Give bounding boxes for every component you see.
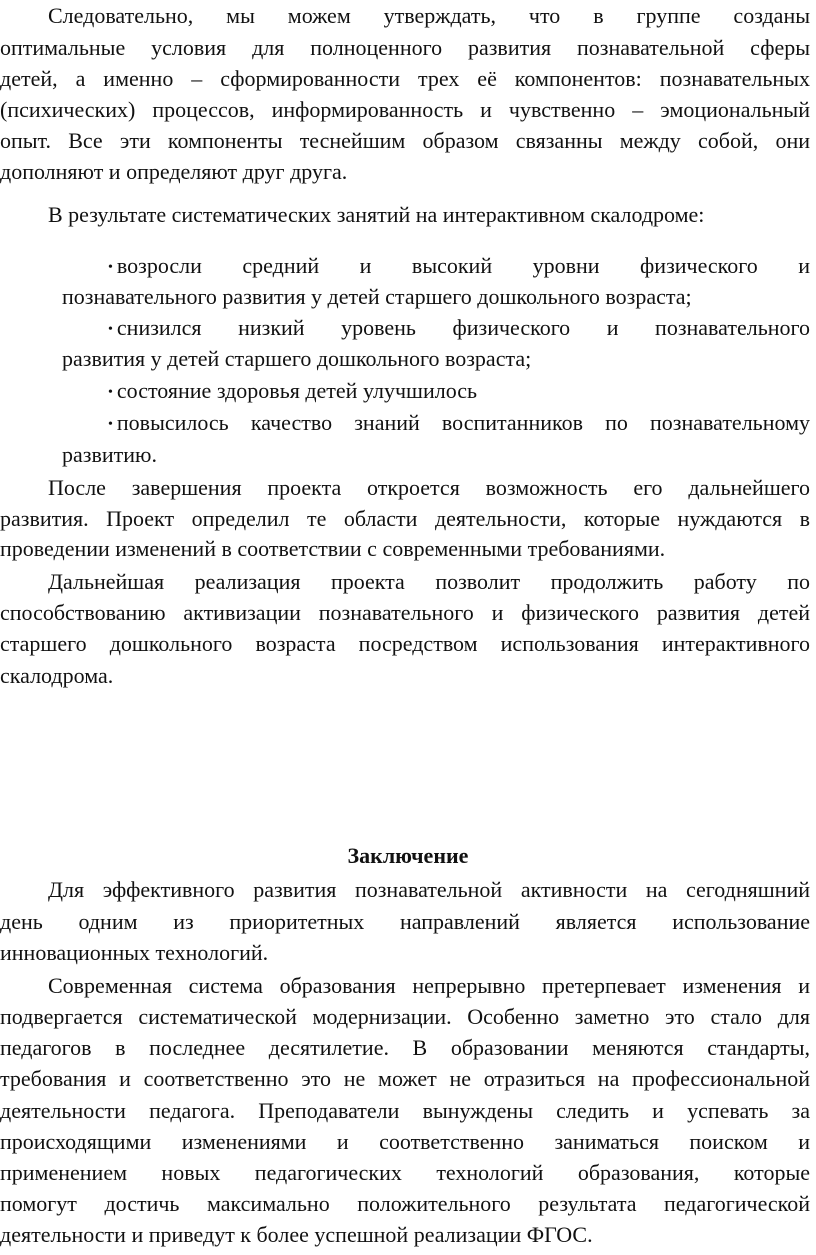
text-line: подвергается систематической модернизации. Особенно заметно это стало для [0, 1004, 810, 1029]
text-line: день одним из приоритетных направлений является использование [0, 909, 810, 934]
text-line: (психических) процессов, информированность и чувственно – эмоциональный [0, 97, 810, 122]
text-line: Дальнейшая реализация проекта позволит продолжить работу по [48, 569, 810, 594]
text-line: оптимальные условия для полноценного развития познавательной сферы [0, 35, 810, 60]
text-line: развития. Проект определил те области деятельности, которые нуждаются в [0, 506, 810, 531]
text-line: педагогов в последнее десятилетие. В образовании меняются стандарты, [0, 1035, 810, 1060]
list-item: • снизился низкий уровень физического и познавательного [108, 315, 810, 341]
text-line: требования и соответственно это не может не отразиться на профессиональной [0, 1066, 810, 1091]
text-line: старшего дошкольного возраста посредством использования интерактивного [0, 631, 810, 656]
text-line: Для эффективного развития познавательной активности на сегодняшний [48, 877, 810, 902]
text-line: детей, а именно – сформированности трех её компонентов: познавательных [0, 66, 810, 91]
text-line: способствованию активизации познавательного и физического развития детей [0, 600, 810, 625]
list-item: • состояние здоровья детей улучшилось [108, 378, 810, 404]
text-line: инновационных технологий. [0, 940, 269, 965]
section-heading: Заключение [347, 843, 469, 868]
text-line: Следовательно, мы можем утверждать, что в группе созданы [48, 3, 810, 28]
text-line: дополняют и определяют друг друга. [0, 159, 348, 184]
text-line: применением новых педагогических технологий образования, которые [0, 1160, 810, 1185]
list-item-continuation: познавательного развития у детей старшего дошкольного возраста; [62, 284, 692, 309]
text-line: Современная система образования непрерывно претерпевает изменения и [48, 973, 810, 998]
text-line: происходящими изменениями и соответственно заниматься поиском и [0, 1129, 810, 1154]
text-line: опыт. Все эти компоненты теснейшим образом связанны между собой, они [0, 128, 810, 153]
list-item: • возросли средний и высокий уровни физического и [108, 253, 810, 279]
text-line: деятельности педагога. Преподаватели вынуждены следить и успевать за [0, 1098, 810, 1123]
text-line: помогут достичь максимально положительного результата педагогической [0, 1191, 810, 1216]
list-item: • повысилось качество знаний воспитанников по познавательному [108, 410, 810, 436]
text-line: деятельности и приведут к более успешной реализации ФГОС. [0, 1222, 593, 1247]
list-item-continuation: развития у детей старшего дошкольного возраста; [62, 346, 532, 371]
list-item-continuation: развитию. [62, 442, 157, 467]
text-line: проведении изменений в соответствии с современными требованиями. [0, 536, 666, 561]
text-line: После завершения проекта откроется возможность его дальнейшего [48, 475, 810, 500]
paragraph-2: В результате систематических занятий на интерактивном скалодроме: [48, 202, 705, 227]
text-line: скалодрома. [0, 663, 114, 688]
